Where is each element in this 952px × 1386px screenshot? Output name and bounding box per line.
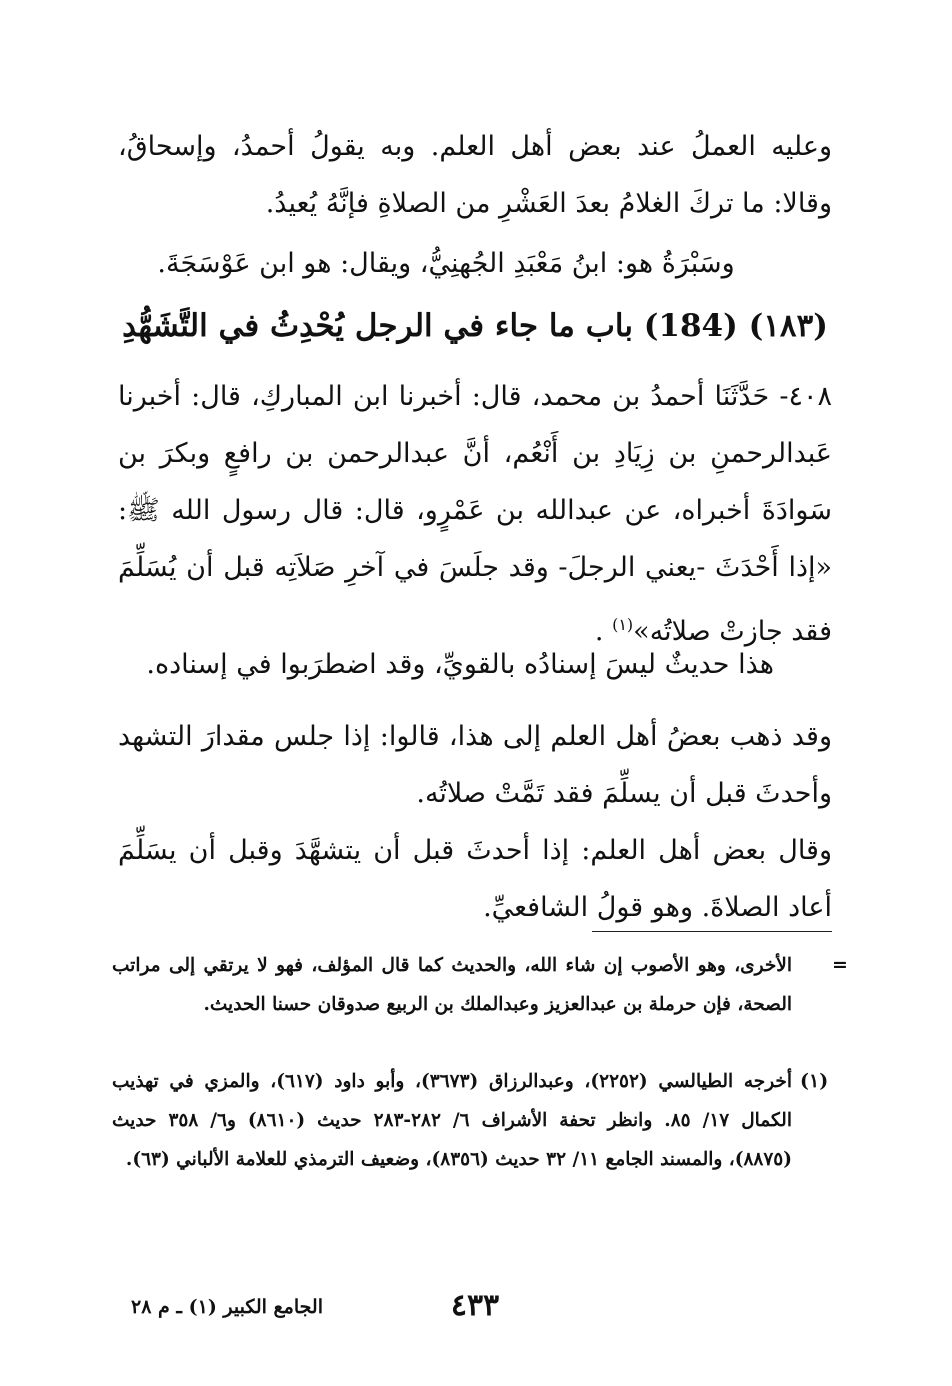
paragraph-5-text: وقد ذهب بعضُ أهل العلم إلى هذا، قالوا: إذا جلس مقدارَ التشهد وأحدثَ قبل أن يسلِّمَ فقد تَمَّتْ صلاتُه. — [118, 721, 832, 809]
chapter-heading: (١٨٣) (184) باب ما جاء في الرجل يُحْدِثُ في التَّشَهُّدِ — [122, 308, 828, 344]
paragraph-1-text: وعليه العملُ عند بعض أهل العلم. وبه يقولُ أحمدُ، وإسحاقُ، وقالا: ما تركَ الغلامُ بعدَ العَشْرِ من الصلاةِ فإنَّهُ يُعيدُ. — [118, 131, 832, 219]
paragraph-4-text: هذا حديثٌ ليسَ إسنادُه بالقويِّ، وقد اضطرَبوا في إسناده. — [146, 649, 774, 680]
footnote-ref-1[interactable]: (١) — [612, 615, 634, 634]
page-number: ٤٣٣ — [450, 1288, 500, 1323]
footnote-1-mark: (١) — [800, 1070, 829, 1092]
paragraph-2 — [118, 235, 832, 292]
book-title-footer: الجامع الكبير (١) ـ م ٢٨ — [131, 1296, 323, 1318]
footnote-separator — [592, 931, 832, 932]
paragraph-2-text: وسَبْرَةُ هو: ابنُ مَعْبَدِ الجُهنِيُّ، ويقال: هو ابن عَوْسَجَةَ. — [157, 248, 735, 279]
hadith-paragraph — [118, 368, 832, 660]
footnote-continuation — [112, 946, 792, 1024]
paragraph-1 — [118, 118, 832, 232]
footnote-continuation-text: الأخرى، وهو الأصوب إن شاء الله، والحديث كما قال المؤلف، فهو لا يرتقي إلى مراتب الصحة، فإن حرملة بن عبدالعزيز وعبدالملك بن الربيع صدوقان حسنا الحديث. — [112, 955, 792, 1015]
paragraph-5 — [118, 708, 832, 822]
hadith-end-dot: . — [594, 616, 613, 647]
footnote-continuation-mark: = — [832, 954, 848, 976]
footnote-1 — [112, 1062, 792, 1179]
footnote-1-text: أخرجه الطيالسي (٢٢٥٢)، وعبدالرزاق (٣٦٧٣)، وأبو داود (٦١٧)، والمزي في تهذيب الكمال ١٧/ ٨٥. وانظر تحفة الأشراف ٦/ ٢٨٢-٢٨٣ حديث (٨٦١٠) و٦/ ٣٥٨ حديث (٨٨٧٥)، والمسند الجامع ١١/ ٣٢ حديث (٨٣٥٦)، وضعيف الترمذي للعلامة الألباني (٦٣). — [112, 1071, 792, 1170]
paragraph-6-text: وقال بعض أهل العلم: إذا أحدثَ قبل أن يتشهَّدَ وقبل أن يسَلِّمَ أعاد الصلاةَ. وهو قولُ الشافعيِّ. — [118, 835, 832, 923]
hadith-text: ٤٠٨- حَدَّثَنَا أحمدُ بن محمد، قال: أخبرنا ابن المباركِ، قال: أخبرنا عَبدالرحمنِ بن زِيَادِ بن أَنْعُم، أنَّ عبدالرحمن بن رافعٍ وبكرَ بن سَوادَةَ أخبراه، عن عبدالله بن عَمْرٍو، قال: قال رسول الله ﷺ: «إذا أَحْدَثَ -يعني الرجلَ- وقد جلَسَ في آخرِ صَلاَتِه قبل أن يُسَلِّمَ فقد جازتْ صلاتُه» — [118, 381, 832, 647]
paragraph-4 — [118, 636, 832, 693]
paragraph-6 — [118, 822, 832, 936]
